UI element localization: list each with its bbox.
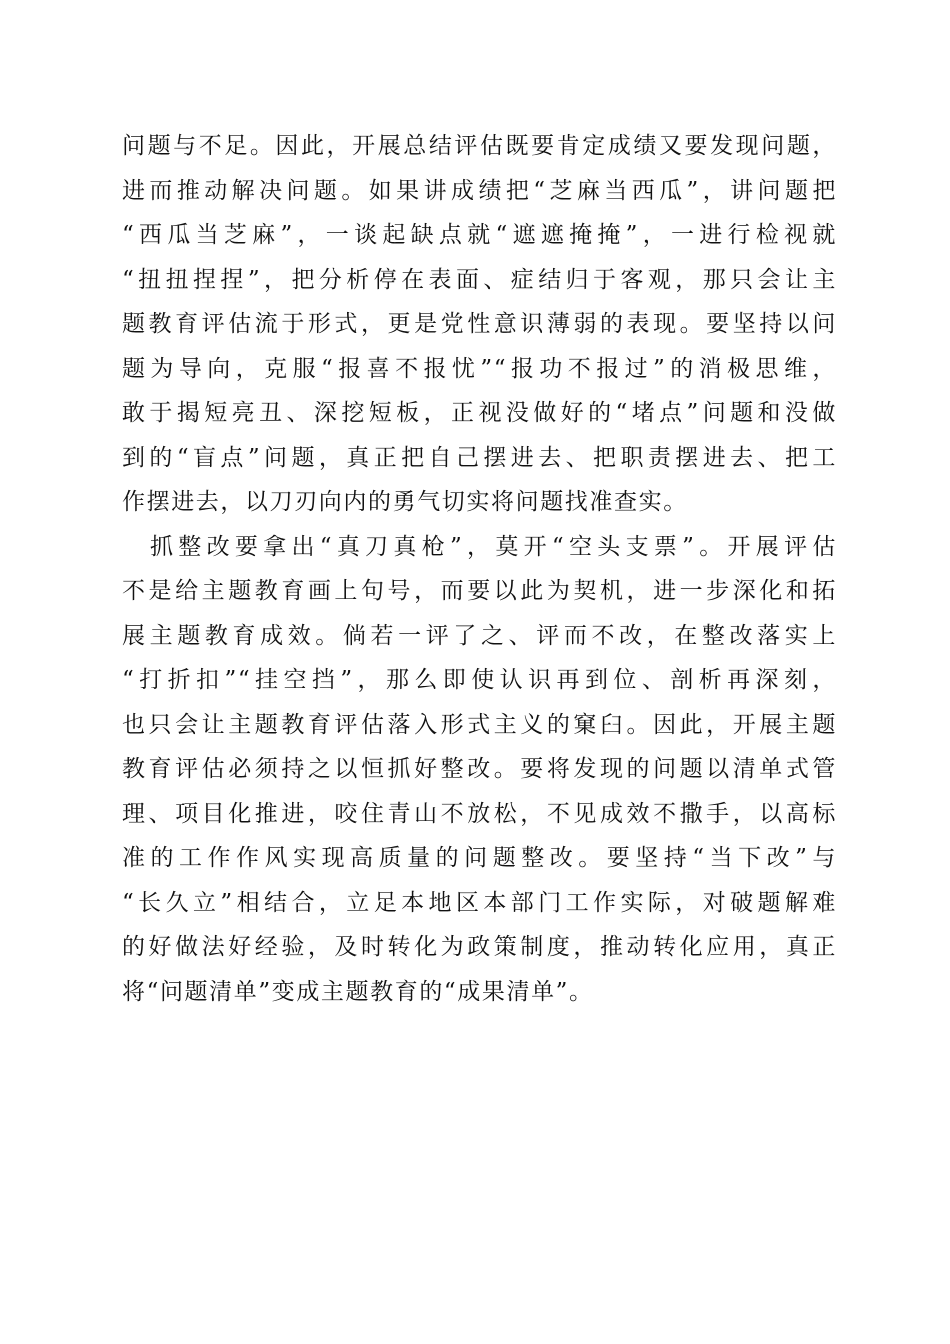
text-line: 不是给主题教育画上句号，而要以此为契机，进一步深化和拓: [122, 578, 837, 604]
document-body: [122, 124, 837, 1014]
text-line: 敢于揭短亮丑、深挖短板，正视没做好的“堵点”问题和没做: [122, 400, 837, 426]
text-line: 题为导向，克服“报喜不报忧”“报功不报过”的消极思维，: [122, 355, 837, 382]
text-line: 展主题教育成效。倘若一评了之、评而不改，在整改落实上: [122, 622, 837, 649]
paragraph-1: [122, 124, 837, 525]
text-line: 准的工作作风实现高质量的问题整改。要坚持“当下改”与: [122, 845, 837, 871]
text-line: “扭扭捏捏”，把分析停在表面、症结归于客观，那只会让主: [122, 266, 837, 293]
text-line: 也只会让主题教育评估落入形式主义的窠臼。因此，开展主题: [122, 711, 837, 738]
text-line: “长久立”相结合，立足本地区本部门工作实际，对破题解难: [122, 889, 837, 916]
text-line: 理、项目化推进，咬住青山不放松，不见成效不撒手，以高标: [122, 800, 837, 827]
paragraph-2: [122, 525, 837, 1015]
text-line: 作摆进去，以刀刃向内的勇气切实将问题找准查实。: [122, 489, 688, 515]
text-line: 抓整改要拿出“真刀真枪”，莫开“空头支票”。开展评估: [150, 533, 837, 560]
text-line: 教育评估必须持之以恒抓好整改。要将发现的问题以清单式管: [122, 756, 837, 782]
text-line: 的好做法好经验，及时转化为政策制度，推动转化应用，真正: [122, 934, 837, 960]
text-line: 进而推动解决问题。如果讲成绩把“芝麻当西瓜”，讲问题把: [122, 177, 837, 204]
text-line: 问题与不足。因此，开展总结评估既要肯定成绩又要发现问题，: [122, 133, 837, 159]
text-line: 题教育评估流于形式，更是党性意识薄弱的表现。要坚持以问: [122, 311, 837, 337]
text-line: “西瓜当芝麻”，一谈起缺点就“遮遮掩掩”，一进行检视就: [122, 222, 837, 248]
text-line: 将“问题清单”变成主题教育的“成果清单”。: [122, 978, 594, 1005]
text-line: “打折扣”“挂空挡”，那么即使认识再到位、剖析再深刻，: [122, 667, 837, 693]
text-line: 到的“盲点”问题，真正把自己摆进去、把职责摆进去、把工: [122, 444, 837, 471]
